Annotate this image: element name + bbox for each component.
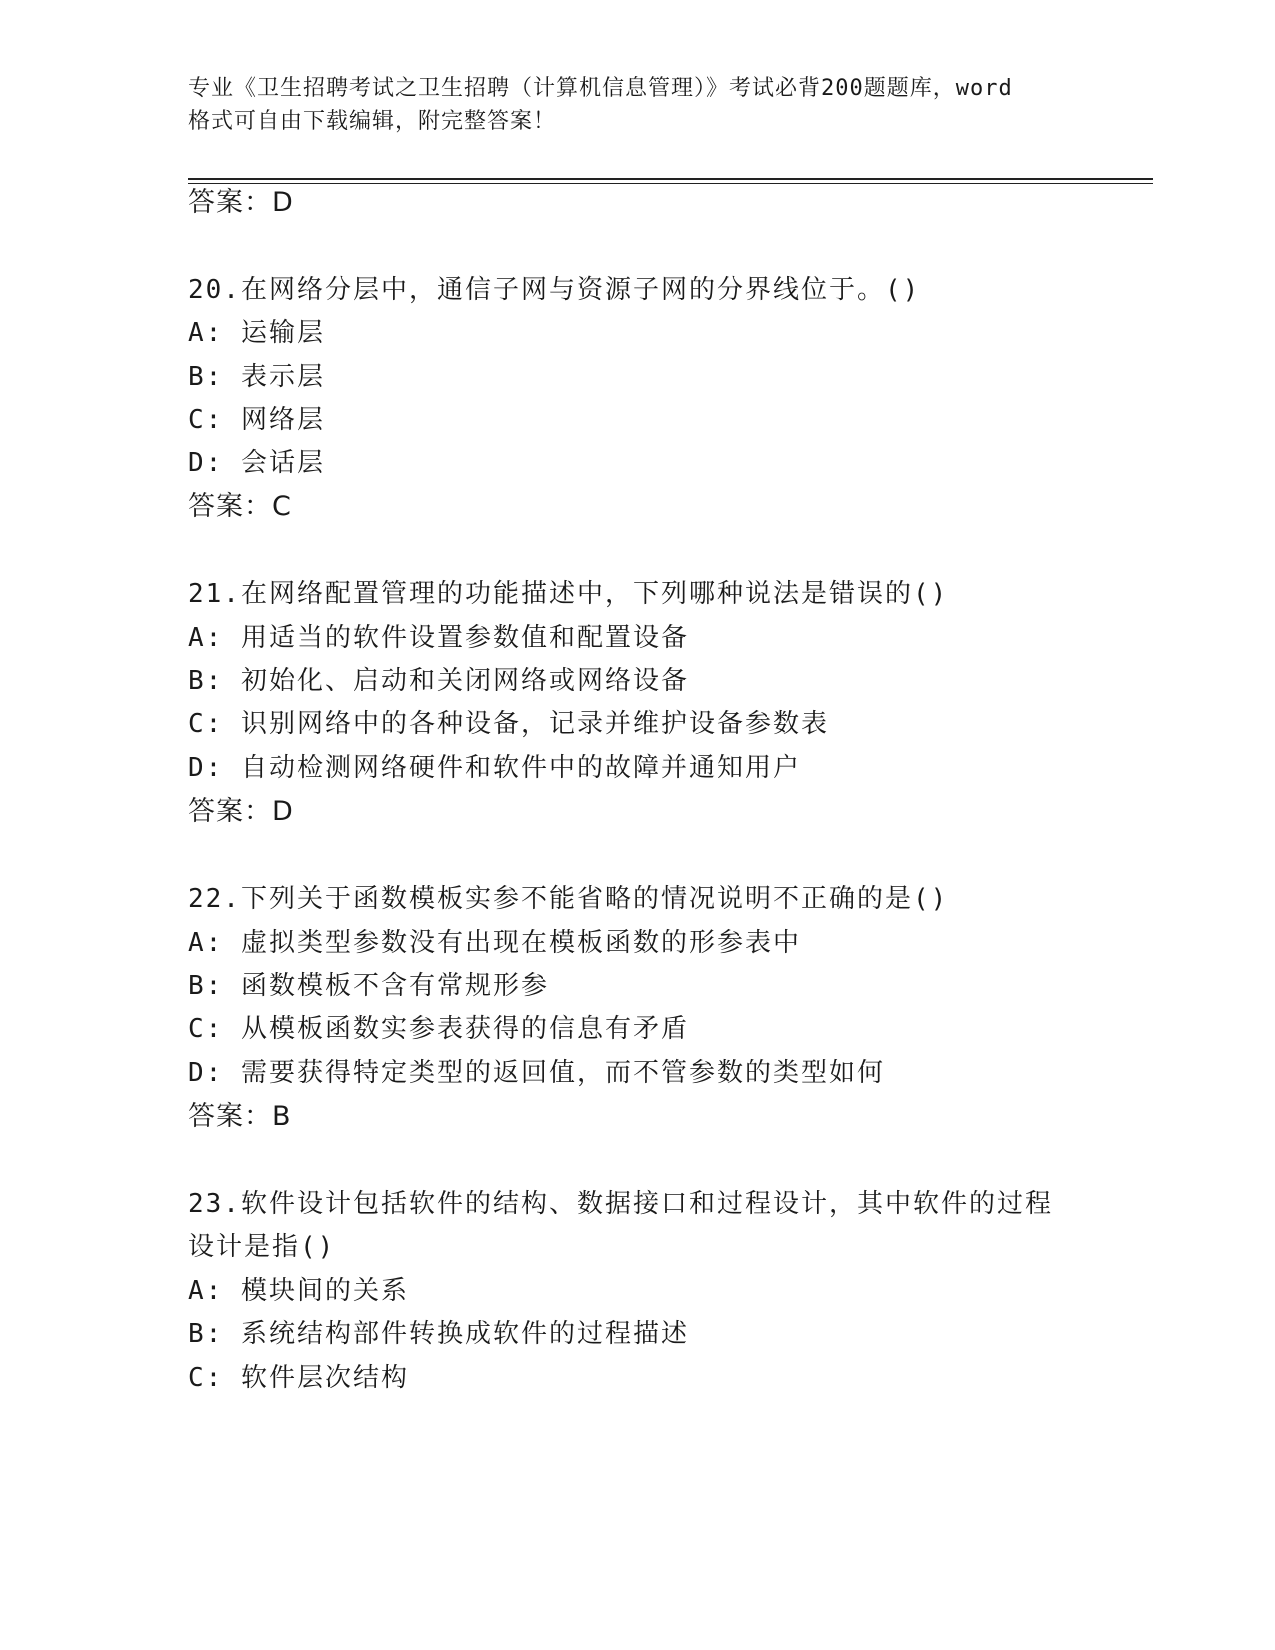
question-21-option-c: C: 识别网络中的各种设备，记录并维护设备参数表: [188, 709, 829, 739]
question-21-text: 21.在网络配置管理的功能描述中，下列哪种说法是错误的(): [188, 579, 949, 609]
question-22-option-a: A: 虚拟类型参数没有出现在模板函数的形参表中: [188, 928, 801, 958]
question-22-option-c: C: 从模板函数实参表获得的信息有矛盾: [188, 1014, 689, 1044]
question-20-option-b: B: 表示层: [188, 362, 325, 392]
question-21-option-d: D: 自动检测网络硬件和软件中的故障并通知用户: [188, 753, 801, 783]
question-21-option-b: B: 初始化、启动和关闭网络或网络设备: [188, 666, 689, 696]
header-title-line-2: 格式可自由下载编辑，附完整答案！: [188, 109, 557, 134]
question-20-option-a: A: 运输层: [188, 318, 325, 348]
question-21-answer: 答案：D: [188, 796, 294, 827]
question-23-option-c: C: 软件层次结构: [188, 1363, 409, 1393]
question-22-option-d: D: 需要获得特定类型的返回值，而不管参数的类型如何: [188, 1058, 885, 1088]
question-22-answer: 答案：B: [188, 1101, 292, 1132]
question-22-text: 22.下列关于函数模板实参不能省略的情况说明不正确的是(): [188, 884, 949, 914]
question-20-option-c: C: 网络层: [188, 405, 325, 435]
question-21-option-a: A: 用适当的软件设置参数值和配置设备: [188, 623, 689, 653]
header-title-line-1: 专业《卫生招聘考试之卫生招聘（计算机信息管理）》考试必背200题题库，word: [188, 76, 1013, 101]
question-20-answer: 答案：C: [188, 491, 292, 522]
question-23-text-line-1: 23.软件设计包括软件的结构、数据接口和过程设计，其中软件的过程: [188, 1189, 1053, 1219]
question-20-text: 20.在网络分层中，通信子网与资源子网的分界线位于。(): [188, 275, 921, 305]
question-23-option-a: A: 模块间的关系: [188, 1276, 409, 1306]
previous-answer: 答案：D: [188, 187, 294, 218]
question-23-option-b: B: 系统结构部件转换成软件的过程描述: [188, 1319, 689, 1349]
question-23-text-line-2: 设计是指(): [188, 1232, 336, 1262]
document-header: [188, 72, 1088, 138]
question-20-option-d: D: 会话层: [188, 448, 325, 478]
header-divider-thick: [188, 178, 1153, 180]
question-22-option-b: B: 函数模板不含有常规形参: [188, 971, 549, 1001]
header-divider-thin: [188, 183, 1153, 184]
